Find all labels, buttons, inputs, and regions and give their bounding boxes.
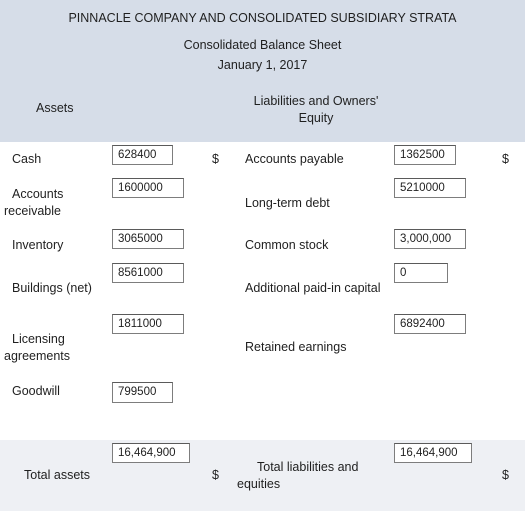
apic-input[interactable]: 0 — [394, 263, 448, 283]
total-le-input[interactable]: 16,464,900 — [394, 443, 472, 463]
cash-dollar: $ — [212, 152, 219, 166]
total-assets-dollar: $ — [212, 468, 219, 482]
licensing-label-line2: agreements — [4, 349, 71, 363]
licensing-label-line1: Licensing — [12, 332, 65, 346]
liabilities-heading-line2: Equity — [298, 111, 334, 125]
total-le-dollar: $ — [502, 468, 509, 482]
total-assets-input[interactable]: 16,464,900 — [112, 443, 190, 463]
accounts-payable-dollar: $ — [502, 152, 509, 166]
accounts-receivable-label-line2: receivable — [4, 204, 61, 218]
apic-label: Additional paid-in capital — [245, 281, 381, 295]
statement-title: Consolidated Balance Sheet — [183, 38, 342, 52]
inventory-input[interactable]: 3065000 — [112, 229, 184, 249]
accounts-payable-input[interactable]: 1362500 — [394, 145, 456, 165]
assets-heading: Assets — [36, 101, 74, 115]
accounts-receivable-input[interactable]: 1600000 — [112, 178, 184, 198]
licensing-input[interactable]: 1811000 — [112, 314, 184, 334]
accounts-payable-label: Accounts payable — [245, 152, 344, 166]
goodwill-label: Goodwill — [12, 384, 60, 398]
company-title: PINNACLE COMPANY AND CONSOLIDATED SUBSIDIARY STRATA — [68, 11, 457, 25]
long-term-debt-label: Long-term debt — [245, 196, 330, 210]
total-assets-label: Total assets — [24, 468, 91, 482]
buildings-label: Buildings (net) — [12, 281, 92, 295]
statement-date: January 1, 2017 — [217, 58, 308, 72]
total-le-label-line2: equities — [237, 477, 281, 491]
liabilities-heading-line1: Liabilities and Owners' — [253, 94, 379, 108]
accounts-receivable-label-line1: Accounts — [12, 187, 64, 201]
goodwill-input[interactable]: 799500 — [112, 382, 173, 403]
common-stock-label: Common stock — [245, 238, 329, 252]
total-le-label-line1: Total liabilities and — [257, 460, 359, 474]
common-stock-input[interactable]: 3,000,000 — [394, 229, 466, 249]
cash-label: Cash — [12, 152, 42, 166]
long-term-debt-input[interactable]: 5210000 — [394, 178, 466, 198]
retained-earnings-label: Retained earnings — [245, 340, 347, 354]
cash-input[interactable]: 628400 — [112, 145, 173, 165]
inventory-label: Inventory — [12, 238, 64, 252]
buildings-input[interactable]: 8561000 — [112, 263, 184, 283]
retained-earnings-input[interactable]: 6892400 — [394, 314, 466, 334]
